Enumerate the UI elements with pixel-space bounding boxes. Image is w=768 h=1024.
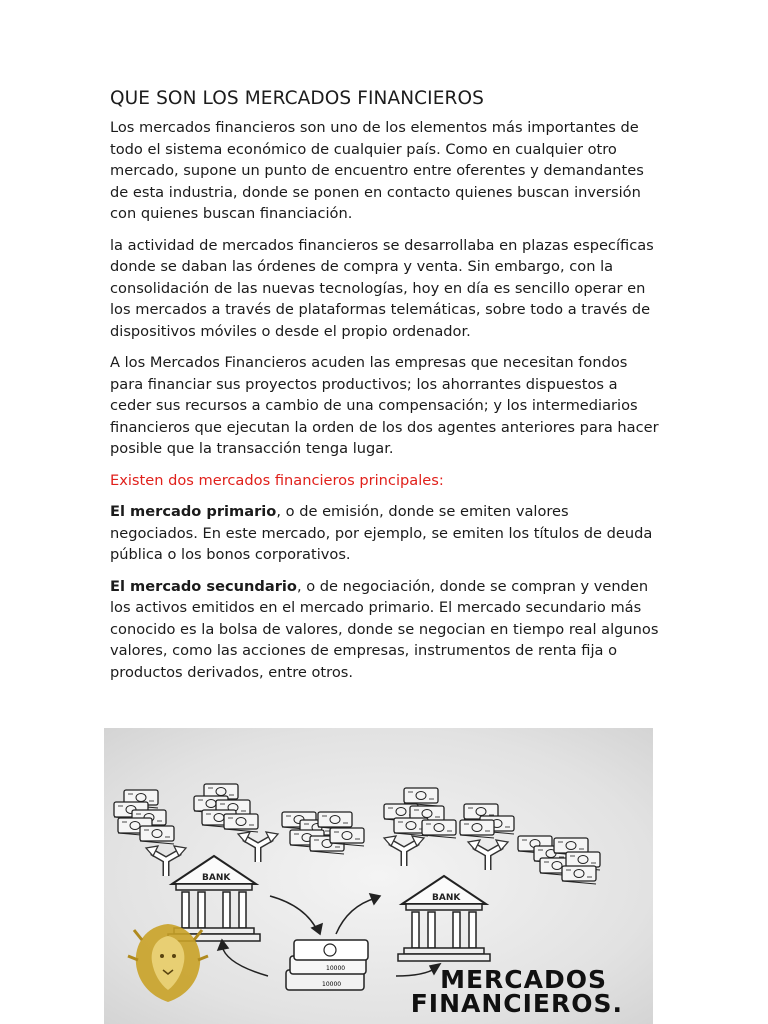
page-title: QUE SON LOS MERCADOS FINANCIEROS — [110, 88, 484, 109]
split-arrow-icon — [238, 832, 278, 862]
cash-bundle-icon — [286, 940, 368, 990]
primary-market-text: , o de emisión, donde se emiten valores negociados. En este mercado, por ejemplo, se emiten los títulos de deuda pública o los bonos corporativos. — [110, 503, 653, 563]
secondary-market-term: El mercado secundario — [110, 577, 297, 595]
money-pile-icon — [282, 812, 364, 854]
bank-label: BANK — [202, 873, 231, 883]
note-value-label: 10000 — [326, 965, 346, 972]
paragraph-secondary-market — [110, 576, 660, 684]
paragraph-primary-market — [110, 501, 660, 566]
bank-label: BANK — [432, 893, 461, 903]
primary-market-term: El mercado primario — [110, 503, 277, 520]
highlight-heading: Existen dos mercados financieros principales: — [110, 471, 444, 489]
money-pile-icon — [518, 836, 600, 884]
secondary-market-text: , o de negociación, donde se compran y venden los activos emitidos en el mercado primario. El mercado secundario más conocido es la bolsa de valores, donde se negocian en tiempo real algunos valores, como las acciones de empresas, instrumentos de renta fija o productos derivados, entre otros. — [110, 577, 659, 681]
illustration-caption-line1: MERCADOS — [440, 965, 607, 994]
bank-icon — [398, 876, 490, 961]
note-value-label: 10000 — [322, 981, 342, 988]
split-arrow-icon — [384, 836, 424, 866]
lion-emblem-icon — [128, 924, 208, 1002]
money-pile-icon — [384, 788, 456, 838]
money-pile-icon — [460, 804, 514, 838]
split-arrow-icon — [468, 840, 508, 870]
paragraph-activity: la actividad de mercados financieros se desarrollaba en plazas específicas donde se daban las órdenes de compra y venta. Sin embargo, con la consolidación de las nuevas tecnologías, hoy en día es sencillo operar en los mercados a través de plataformas telemáticas, sobre todo a través de dispositivos móviles o desde el propio ordenador. — [110, 236, 654, 340]
document-body — [110, 88, 660, 693]
financial-markets-illustration — [104, 728, 653, 1024]
money-pile-icon — [114, 790, 174, 844]
paragraph-participants: A los Mercados Financieros acuden las empresas que necesitan fondos para financiar sus proyectos productivos; los ahorrantes dispuestos a ceder sus recursos a cambio de una compensación; y los intermediarios financieros que ejecutan la orden de los dos agentes anteriores para hacer posible que la transacción tenga lugar. — [110, 354, 659, 457]
money-pile-icon — [194, 784, 258, 832]
split-arrow-icon — [146, 846, 186, 876]
illustration-caption-line2: FINANCIEROS. — [410, 989, 623, 1018]
paragraph-intro: Los mercados financieros son uno de los elementos más importantes de todo el sistema económico de cualquier país. Como en cualquier otro mercado, supone un punto de encuentro entre oferentes y demandantes de esta industria, donde se ponen en contacto quienes buscan inversión con quienes buscan financiación. — [110, 119, 644, 222]
